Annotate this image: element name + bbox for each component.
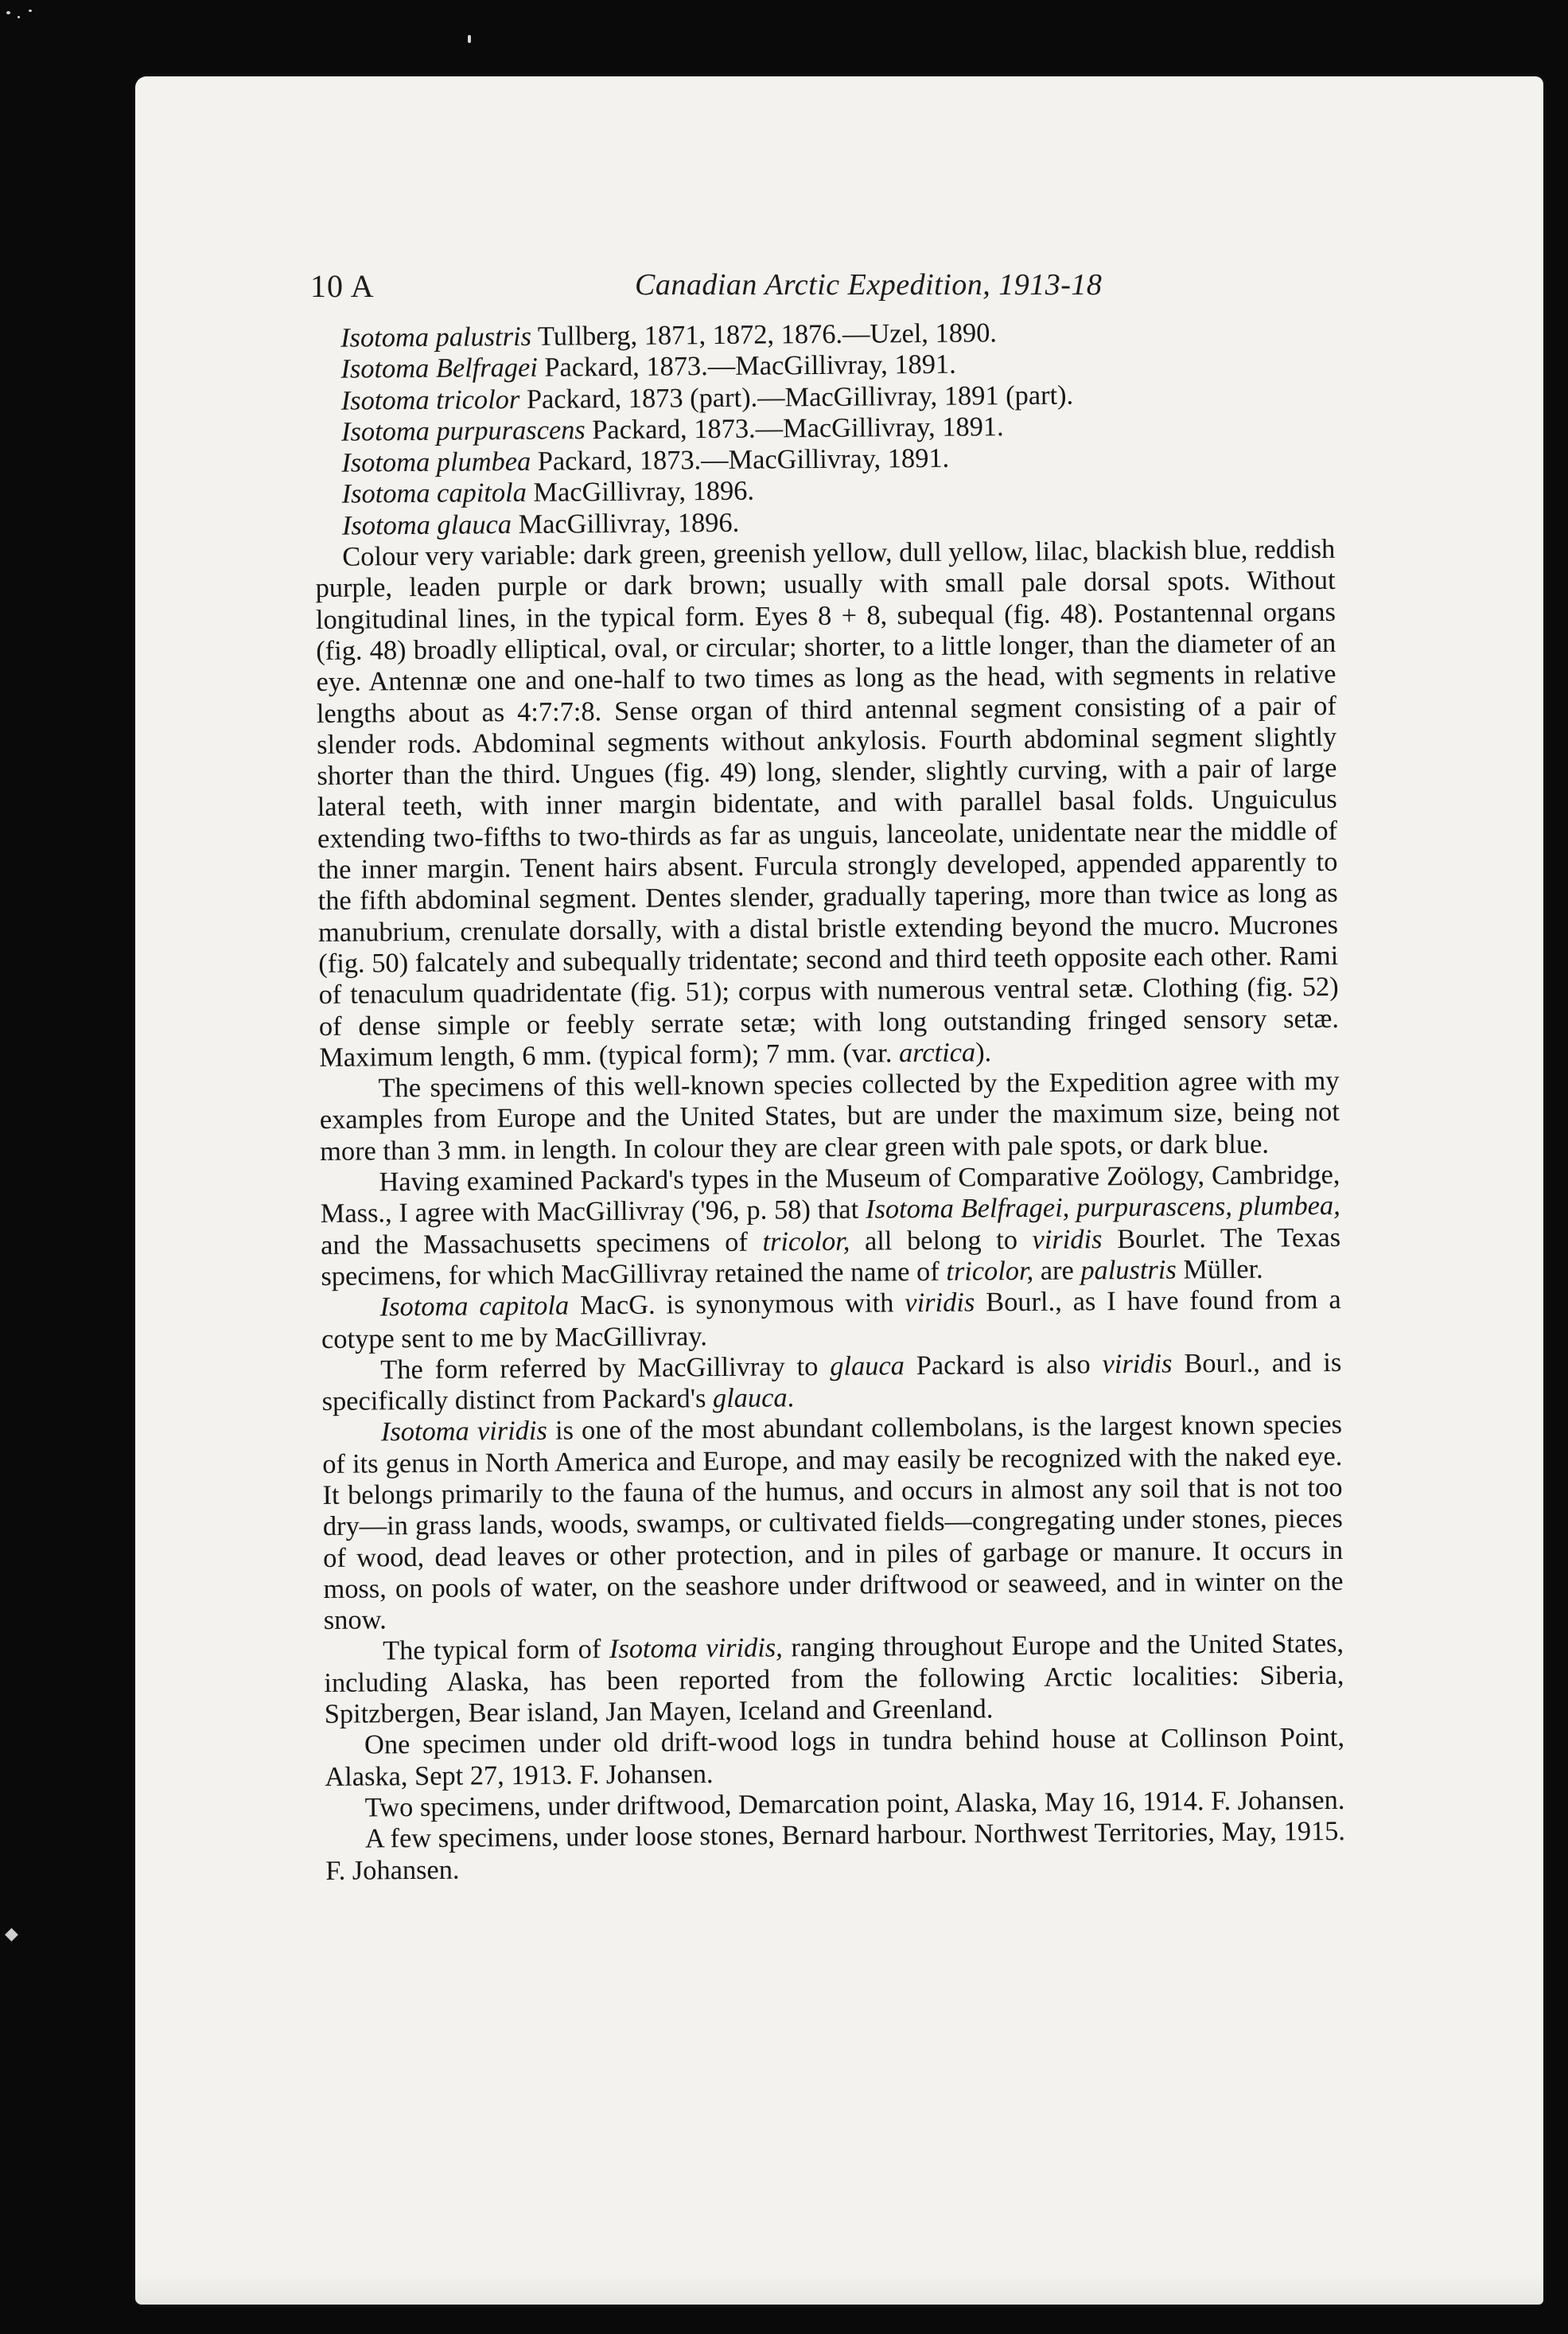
taxon-name: glauca — [712, 1382, 788, 1414]
taxon-name: tricolor, — [762, 1225, 850, 1257]
text-run: Having examined Packard's types in the Museum of Comparative Zoölogy, Cambridge, Mass., I agree with MacGillivray ('96, p. 58) that — [320, 1159, 1340, 1229]
text-run: Bourl., as I have found from a cotype sent to me by MacGillivray. — [321, 1284, 1341, 1354]
specimens-paragraph: The specimens of this well-known species collected by the Expedition agree with my examples from Europe and the United States, but are under the maximum size, being not more than 3 mm. in length. In colour they are clear green with pale spots, or dark blue. — [319, 1066, 1340, 1167]
glauca-paragraph — [321, 1347, 1342, 1418]
synonym-reference: MacGillivray, 1896. — [526, 476, 755, 508]
text-run: Bourl., and is specifically distinct from Packard's — [321, 1346, 1342, 1417]
taxon-name: Isotoma Belfragei — [340, 353, 538, 385]
description-text-end: ). — [975, 1037, 992, 1068]
locality-record: Two specimens, under driftwood, Demarcation point, Alaska, May 16, 1914. F. Johansen. — [364, 1784, 1345, 1823]
variety-name: arctica — [898, 1037, 976, 1069]
synonym-reference: Packard, 1873.—MacGillivray, 1891. — [531, 442, 950, 477]
dust-speck — [6, 11, 10, 14]
synonym-reference: Packard, 1873.—MacGillivray, 1891. — [537, 349, 956, 384]
body-text — [313, 315, 1345, 1887]
text-run: and the Massachusetts specimens of — [320, 1226, 763, 1261]
dust-speck — [18, 16, 20, 18]
taxon-name: Isotoma viridis, — [609, 1632, 783, 1665]
description-text: Colour very variable: dark green, greenish yellow, dull yellow, lilac, blackish blue, reddish purple, leaden purple or dark brown; usually with small pale dorsal spots. Without longitudinal lines, in the typical form. Eyes 8 + 8, subequal (fig. 48). Postantennal organs (fig. 48) broadly elliptical, oval, or circular; shorter, to a little longer, than the diameter of an eye. Antennæ one and one-half to two times as long as the head, with segments in relative lengths about as 4:7:7:8. Sense organ of third antennal segment consisting of a pair of slender rods. Abdominal segments without ankylosis. Fourth abdominal segment slightly shorter than the third. Ungues (fig. 49) long, slender, slightly curving, with a pair of large lateral teeth, with inner margin bidentate, and with parallel basal folds. Unguiculus extending two-fifths to two-thirds as far as unguis, lanceolate, unidentate near the middle of the inner margin. Tenent hairs absent. Furcula strongly developed, appended apparently to the fifth abdominal segment. Dentes slender, gradually tapering, more than twice as long as manubrium, crenulate dorsally, with a distal bristle extending beyond the mucro. Mucrones (fig. 50) falcately and subequally tridentate; second and third teeth opposite each other. Rami of tenaculum quadridentate (fig. 51); corpus with numerous ventral setæ. Clothing (fig. 52) of dense simple or feebly serrate setæ; with long outstanding fringed sensory setæ. Maximum length, 6 mm. (typical form); 7 mm. (var. — [315, 534, 1340, 1073]
text-run: The typical form of — [382, 1634, 610, 1666]
locality-record: One specimen under old drift-wood logs in tundra behind house at Collinson Point, Alaska, Sept 27, 1913. F. Johansen. — [325, 1722, 1345, 1792]
taxon-name: Isotoma Belfragei, purpurascens, plumbea, — [865, 1190, 1340, 1225]
margin-smudge: ◆ — [5, 1924, 18, 1944]
distribution-paragraph — [324, 1628, 1344, 1730]
text-run: . — [787, 1382, 795, 1413]
taxon-name: Isotoma capitola — [341, 477, 527, 510]
capitola-paragraph — [321, 1284, 1342, 1355]
taxon-name: tricolor, — [946, 1255, 1034, 1287]
synonym-reference: Packard, 1873 (part).—MacGillivray, 1891 (part). — [519, 380, 1074, 415]
taxon-name: Isotoma palustris — [340, 321, 532, 353]
text-run: is one of the most abundant collembolans, is the largest known species of its genus in North America and Europe, and may easily be recognized with the naked eye. It belongs primarily to the fauna of the humus, and occurs in almost any soil that is not too dry—in grass lands, woods, swamps, or cultivated fields—congregating under stones, pieces of wood, dead leaves or other protection, and in piles of garbage or manure. It occurs in moss, on pools of water, on the seashore under driftwood or seaweed, and in winter on the snow. — [322, 1409, 1344, 1636]
synonym-reference: Tullberg, 1871, 1872, 1876.—Uzel, 1890. — [531, 318, 998, 352]
viridis-habitat-paragraph — [322, 1409, 1344, 1636]
taxon-name: glauca — [830, 1350, 905, 1381]
synonymy-list — [313, 315, 1335, 542]
running-title: Canadian Arctic Expedition, 1913-18 — [635, 268, 1103, 302]
packard-types-paragraph — [320, 1159, 1340, 1292]
taxon-name: Isotoma purpurascens — [340, 415, 586, 447]
description-paragraph — [315, 534, 1339, 1073]
text-run: The form referred by MacGillivray to — [380, 1350, 831, 1385]
document-page — [135, 76, 1543, 2305]
dust-speck — [29, 10, 32, 12]
text-run: all belong to — [850, 1224, 1033, 1257]
taxon-name: palustris — [1080, 1254, 1177, 1286]
taxon-name: Isotoma tricolor — [340, 384, 520, 416]
text-run: Packard is also — [904, 1349, 1103, 1381]
text-run: Bourlet. The Texas specimens, for which MacGillivray retained the name of — [321, 1222, 1341, 1292]
page-number: 10 A — [310, 268, 375, 304]
taxon-name: Isotoma capitola — [379, 1290, 570, 1323]
text-run: ranging throughout Europe and the United States, including Alaska, has been reported from the following Arctic localities: Siberia, Spitzbergen, Bear island, Jan Mayen, Iceland and Greenland. — [324, 1628, 1344, 1730]
taxon-name: Isotoma plumbea — [341, 446, 531, 478]
taxon-name: viridis — [905, 1287, 975, 1319]
taxon-name: Isotoma glauca — [341, 508, 512, 541]
synonym-reference: MacGillivray, 1896. — [511, 507, 740, 540]
text-run: Müller. — [1176, 1253, 1263, 1285]
synonym-reference: Packard, 1873.—MacGillivray, 1891. — [585, 411, 1004, 446]
taxon-name: Isotoma viridis — [380, 1416, 547, 1448]
taxon-name: viridis — [1102, 1348, 1173, 1380]
page-header — [310, 267, 1336, 315]
locality-record: A few specimens, under loose stones, Bernard harbour. Northwest Territories, May, 1915. F. Johansen. — [325, 1816, 1346, 1886]
text-run: are — [1033, 1255, 1081, 1286]
dust-speck — [468, 35, 471, 43]
taxon-name: viridis — [1032, 1223, 1103, 1255]
text-run: MacG. is synonymous with — [569, 1288, 905, 1321]
